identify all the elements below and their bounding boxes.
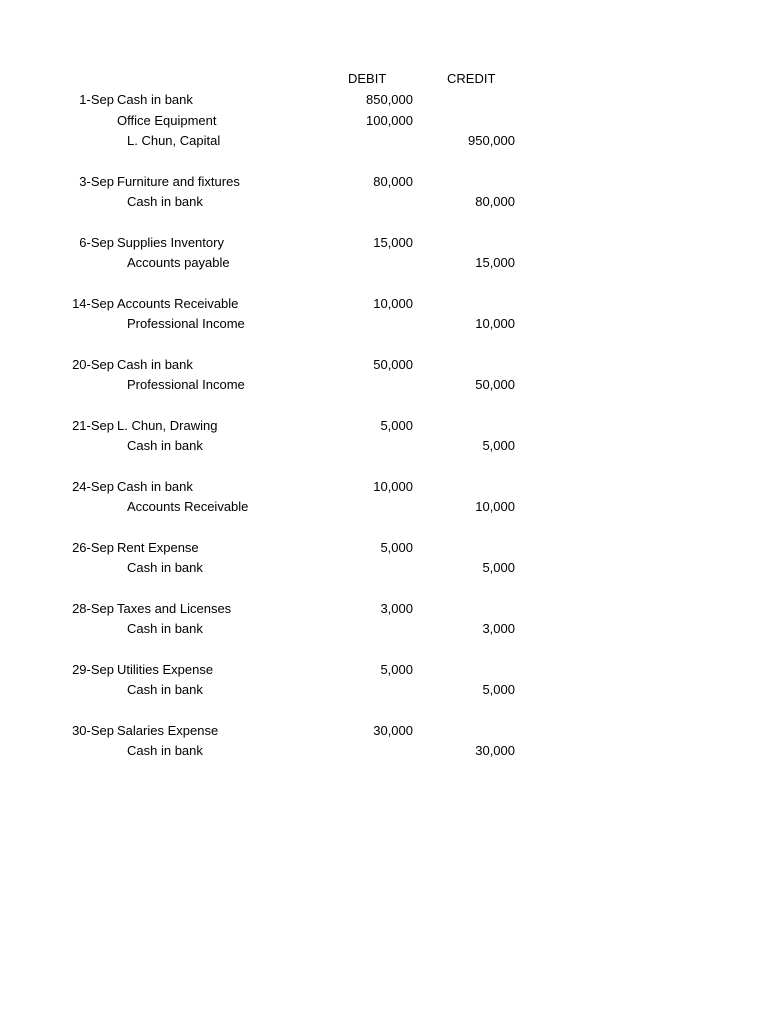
entry-date: 26-Sep <box>72 539 114 555</box>
journal-entry <box>0 416 768 477</box>
journal-line <box>0 558 768 579</box>
journal-entry <box>0 477 768 538</box>
account-name: Cash in bank <box>127 560 203 575</box>
debit-amount: 30,000 <box>373 722 413 738</box>
entry-date: 6-Sep <box>79 234 114 250</box>
journal-entry <box>0 90 768 172</box>
entry-date: 24-Sep <box>72 478 114 494</box>
entry-date: 20-Sep <box>72 356 114 372</box>
entry-date: 1-Sep <box>79 92 114 107</box>
account-name: Office Equipment <box>117 112 217 128</box>
debit-amount: 100,000 <box>366 112 413 128</box>
journal-line <box>0 355 768 376</box>
journal-line <box>0 599 768 620</box>
journal-line <box>0 477 768 498</box>
journal-entry <box>0 599 768 660</box>
debit-amount: 5,000 <box>380 417 413 433</box>
account-name: Cash in bank <box>127 621 203 636</box>
account-name: L. Chun, Drawing <box>117 417 218 433</box>
journal-line <box>0 233 768 254</box>
credit-amount: 30,000 <box>475 743 515 758</box>
journal-entry <box>0 294 768 355</box>
journal-line <box>0 497 768 518</box>
account-name: Cash in bank <box>117 478 193 494</box>
credit-amount: 10,000 <box>475 499 515 514</box>
journal-line <box>0 111 768 132</box>
entry-date: 14-Sep <box>72 295 114 311</box>
account-name: Cash in bank <box>127 743 203 758</box>
debit-amount: 850,000 <box>366 92 413 107</box>
credit-amount: 80,000 <box>475 194 515 209</box>
journal-entry <box>0 172 768 233</box>
credit-amount: 950,000 <box>468 133 515 148</box>
debit-amount: 15,000 <box>373 234 413 250</box>
credit-amount: 5,000 <box>482 438 515 453</box>
journal-entry <box>0 660 768 721</box>
journal-line <box>0 172 768 193</box>
journal-line <box>0 741 768 762</box>
account-name: Accounts Receivable <box>127 499 249 514</box>
account-name: Professional Income <box>127 377 245 392</box>
entry-date: 3-Sep <box>79 173 114 189</box>
journal-line <box>0 619 768 640</box>
journal-line <box>0 660 768 681</box>
account-name: Rent Expense <box>117 539 199 555</box>
journal-line <box>0 680 768 701</box>
journal-entry <box>0 538 768 599</box>
credit-header: CREDIT <box>447 71 496 86</box>
journal-line <box>0 538 768 559</box>
credit-amount: 15,000 <box>475 255 515 270</box>
account-name: Cash in bank <box>127 682 203 697</box>
debit-amount: 10,000 <box>373 478 413 494</box>
journal-line <box>0 721 768 742</box>
account-name: Supplies Inventory <box>117 234 224 250</box>
credit-amount: 5,000 <box>482 682 515 697</box>
credit-amount: 5,000 <box>482 560 515 575</box>
account-name: Accounts Receivable <box>117 295 239 311</box>
journal-line <box>0 90 768 111</box>
debit-amount: 80,000 <box>373 173 413 189</box>
debit-amount: 5,000 <box>380 661 413 677</box>
entry-date: 21-Sep <box>72 417 114 433</box>
debit-amount: 50,000 <box>373 356 413 372</box>
entry-date: 29-Sep <box>72 661 114 677</box>
credit-amount: 10,000 <box>475 316 515 331</box>
journal-line <box>0 131 768 152</box>
debit-amount: 10,000 <box>373 295 413 311</box>
account-name: Utilities Expense <box>117 661 214 677</box>
journal-entry <box>0 233 768 294</box>
account-name: Professional Income <box>127 316 245 331</box>
account-name: Cash in bank <box>117 92 193 107</box>
journal-line <box>0 375 768 396</box>
debit-header: DEBIT <box>348 71 387 86</box>
credit-amount: 3,000 <box>482 621 515 636</box>
column-headers <box>0 70 768 88</box>
journal-line <box>0 192 768 213</box>
journal-line <box>0 416 768 437</box>
account-name: Taxes and Licenses <box>117 600 232 616</box>
debit-amount: 5,000 <box>380 539 413 555</box>
journal-line <box>0 294 768 315</box>
journal-line <box>0 314 768 335</box>
account-name: Cash in bank <box>117 356 193 372</box>
entry-date: 30-Sep <box>72 722 114 738</box>
journal-line <box>0 253 768 274</box>
account-name: Furniture and fixtures <box>117 173 240 189</box>
credit-amount: 50,000 <box>475 377 515 392</box>
account-name: Salaries Expense <box>117 722 219 738</box>
journal-entry <box>0 721 768 782</box>
journal-line <box>0 436 768 457</box>
journal-entry <box>0 355 768 416</box>
journal-entries <box>0 90 768 782</box>
account-name: L. Chun, Capital <box>127 133 221 148</box>
account-name: Cash in bank <box>127 194 203 209</box>
entry-date: 28-Sep <box>72 600 114 616</box>
debit-amount: 3,000 <box>380 600 413 616</box>
account-name: Cash in bank <box>127 438 203 453</box>
account-name: Accounts payable <box>127 255 230 270</box>
